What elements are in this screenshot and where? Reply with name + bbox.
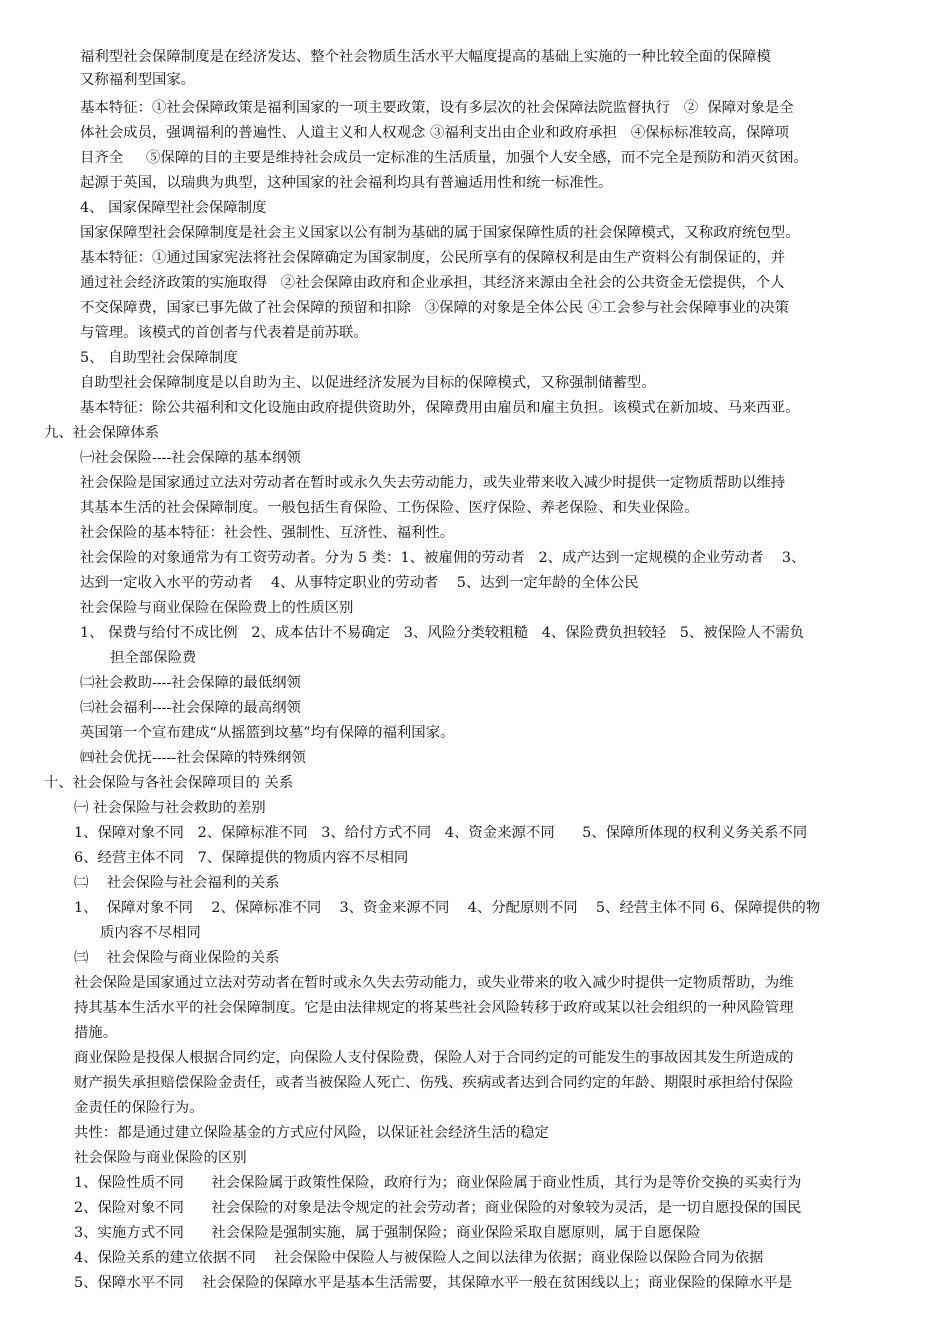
text-line: 社会保险是国家通过立法对劳动者在暂时或永久失去劳动能力，或失业带来收入减少时提供一定物质帮助以维持 (80, 475, 786, 491)
text-line: 自助型社会保障制度是以自助为主、以促进经济发展为目标的保障模式，又称强制储蓄型。 (80, 375, 656, 391)
text-line: 1、 保障对象不同 2、保障标准不同 3、资金来源不同 4、分配原则不同 5、经营主体不同 6、保障提供的物 (74, 900, 821, 916)
text-line: 不交保障费，国家已事先做了社会保障的预留和扣除 ③保障的对象是全体公民 ④工会参与社会保障事业的决策 (80, 300, 790, 316)
section-heading: 4、 国家保障型社会保障制度 (80, 200, 267, 216)
text-line: 持其基本生活水平的社会保障制度。它是由法律规定的将某些社会风险转移于政府或某以社会组织的一种风险管理 (74, 1000, 794, 1016)
chapter-heading: 十、社会保险与各社会保障项目的 关系 (44, 775, 294, 791)
text-line: 英国第一个宣布建成“从摇篮到坟墓”均有保障的福利国家。 (80, 725, 455, 741)
text-line: 基本特征：①社会保障政策是福利国家的一项主要政策，设有多层次的社会保障法院监督执行 ② 保障对象是全 (80, 100, 794, 116)
subsection-heading: ㈡ 社会保险与社会福利的关系 (74, 875, 280, 891)
text-line: 社会保险的对象通常为有工资劳动者。分为 5 类：1、被雇佣的劳动者 2、成产达到一定规模的企业劳动者 3、 (80, 550, 806, 566)
text-line: 共性：都是通过建立保险基金的方式应付风险，以保证社会经济生活的稳定 (74, 1125, 549, 1141)
text-line: 商业保险是投保人根据合同约定，向保险人支付保险费，保险人对于合同约定的可能发生的事故因其发生所造成的 (74, 1050, 794, 1066)
subsection-heading: 社会保险与商业保险的区别 (74, 1150, 247, 1166)
text-line: 6、经营主体不同 7、保障提供的物质内容不尽相同 (74, 850, 409, 866)
text-line: 担全部保险费 (110, 650, 197, 666)
text-line: 1、 保费与给付不成比例 2、成本估计不易确定 3、风险分类较粗糙 4、保险费负担较轻 5、被保险人不需负 (80, 625, 805, 641)
text-line: 又称福利型国家。 (80, 72, 196, 88)
text-line: 达到一定收入水平的劳动者 4、从事特定职业的劳动者 5、达到一定年龄的全体公民 (80, 575, 639, 591)
text-line: 体社会成员，强调福利的普遍性、人道主义和人权观念 ③福利支出由企业和政府承担 ④保标标准较高，保障项 (80, 125, 790, 141)
text-line: 起源于英国，以瑞典为典型，这种国家的社会福利均具有普遍适用性和统一标准性。 (80, 175, 613, 191)
text-line: 通过社会经济政策的实施取得 ②社会保障由政府和企业承担，其经济来源由全社会的公共资金无偿提供，个人 (80, 275, 785, 291)
text-line: 财产损失承担赔偿保险金责任，或者当被保险人死亡、伤残、疾病或者达到合同约定的年龄、期限时承担给付保险 (74, 1075, 794, 1091)
subsection-heading: ㈣社会优抚-----社会保障的特殊纲领 (80, 750, 306, 766)
text-line: 与管理。该模式的首创者与代表着是前苏联。 (80, 325, 368, 341)
text-line: 1、保险性质不同 社会保险属于政策性保险，政府行为；商业保险属于商业性质，其行为是等价交换的买卖行为 (74, 1175, 802, 1191)
text-line: 基本特征：除公共福利和文化设施由政府提供资助外，保障费用由雇员和雇主负担。该模式在新加坡、马来西亚。 (80, 400, 800, 416)
text-line: 3、实施方式不同 社会保险是强制实施，属于强制保险；商业保险采取自愿原则，属于自愿保险 (74, 1225, 701, 1241)
text-line: 措施。 (74, 1025, 118, 1041)
section-heading: 5、 自助型社会保障制度 (80, 350, 238, 366)
subsection-heading: ㈡社会救助----社会保障的最低纲领 (80, 675, 301, 691)
text-line: 4、保险关系的建立依据不同 社会保险中保险人与被保险人之间以法律为依据；商业保险以保险合同为依据 (74, 1250, 764, 1266)
subsection-heading: ㈠社会保险----社会保障的基本纲领 (80, 450, 301, 466)
text-line: 基本特征：①通过国家宪法将社会保障确定为国家制度，公民所享有的保障权利是由生产资料公有制保证的，并 (80, 250, 786, 266)
text-line: 社会保险的基本特征：社会性、强制性、互济性、福利性。 (80, 525, 455, 541)
subsection-heading: ㈢社会福利----社会保障的最高纲领 (80, 700, 301, 716)
text-line: 5、保障水平不同 社会保险的保障水平是基本生活需要，其保障水平一般在贫困线以上；商业保险的保障水平是 (74, 1275, 793, 1291)
text-line: 福利型社会保障制度是在经济发达、整个社会物质生活水平大幅度提高的基础上实施的一种比较全面的保障模 (80, 49, 771, 65)
text-line: 1、保障对象不同 2、保障标准不同 3、给付方式不同 4、资金来源不同 5、保障所体现的权利义务关系不同 (74, 825, 808, 841)
text-line: 2、保险对象不同 社会保险的对象是法令规定的社会劳动者；商业保险的对象较为灵活，是一切自愿投保的国民 (74, 1200, 802, 1216)
text-line: 金责任的保险行为。 (74, 1100, 204, 1116)
text-line: 质内容不尽相同 (100, 925, 201, 941)
subsection-heading: ㈠ 社会保险与社会救助的差别 (74, 800, 266, 816)
subsection-heading: ㈢ 社会保险与商业保险的关系 (74, 950, 280, 966)
text-line: 社会保险是国家通过立法对劳动者在暂时或永久失去劳动能力，或失业带来的收入减少时提供一定物质帮助，为维 (74, 975, 794, 991)
text-line: 目齐全 ⑤保障的目的主要是维持社会成员一定标准的生活质量，加强个人安全感，而不完全是预防和消灭贫困。 (80, 150, 809, 166)
text-line: 国家保障型社会保障制度是社会主义国家以公有制为基础的属于国家保障性质的社会保障模式，又称政府统包型。 (80, 225, 800, 241)
text-line: 社会保险与商业保险在保险费上的性质区别 (80, 600, 354, 616)
chapter-heading: 九、社会保障体系 (44, 425, 160, 441)
text-line: 其基本生活的社会保障制度。一般包括生育保险、工伤保险、医疗保险、养老保险、和失业保险。 (80, 500, 699, 516)
